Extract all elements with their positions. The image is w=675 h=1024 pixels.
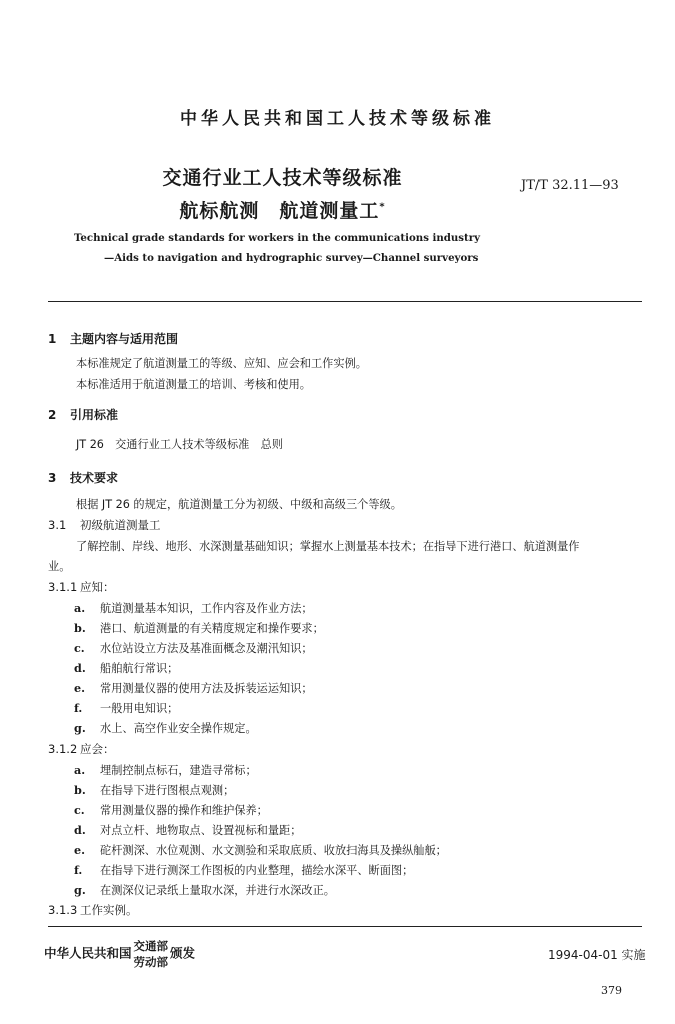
paragraph-reference: JT 26 交通行业工人技术等级标准 总则 (76, 438, 283, 451)
paragraph: 本标准适用于航道测量工的培训、考核和使用。 (76, 378, 311, 391)
subsection-title: 工作实例。 (80, 903, 138, 917)
list-item (74, 782, 234, 798)
list-marker: c. (74, 803, 85, 817)
list-item (74, 680, 313, 696)
subsection-3-1-2-heading (48, 741, 115, 757)
list-item (74, 720, 257, 736)
section-title: 技术要求 (70, 471, 119, 485)
issuer-ministry-top: 交通部 (133, 939, 169, 953)
paragraph-continuation: 业。 (48, 560, 71, 573)
section-number: 1 (48, 332, 57, 346)
list-text: 砣杆测深、水位观测、水文测验和采取底质、收放扫海具及操纵舢舨； (100, 844, 447, 857)
list-item (74, 762, 257, 778)
list-text: 埋制控制点标石，建造寻常标； (100, 764, 257, 777)
list-marker: d. (74, 661, 86, 675)
list-item (74, 862, 413, 878)
title-footnote-mark: * (379, 201, 386, 213)
list-text: 水上、高空作业安全操作规定。 (100, 722, 257, 735)
page-number: 379 (601, 984, 622, 997)
section-2-heading (48, 406, 118, 423)
list-item (74, 640, 313, 656)
paragraph: 了解控制、岸线、地形、水深测量基础知识；掌握水上测量基本技术；在指导下进行港口、航道测量作 (76, 540, 580, 553)
list-item (74, 660, 178, 676)
issuer-ministry-bottom: 劳动部 (133, 955, 169, 969)
list-text: 航道测量基本知识，工作内容及作业方法； (100, 602, 313, 615)
list-item (74, 882, 335, 898)
section-title: 引用标准 (70, 408, 119, 422)
list-marker: f. (74, 701, 83, 715)
section-number: 3 (48, 471, 57, 485)
list-marker: f. (74, 863, 83, 877)
section-number: 2 (48, 408, 57, 422)
list-marker: g. (74, 721, 86, 735)
list-marker: a. (74, 763, 86, 777)
subsection-number: 3.1.3 (48, 903, 78, 917)
implementation-date: 1994-04-01 实施 (548, 948, 646, 962)
list-text: 船舶航行常识； (100, 662, 179, 675)
english-title-line2: —Aids to navigation and hydrographic survey—Channel surveyors (104, 252, 479, 264)
english-title-line1: Technical grade standards for workers in the communications industry (74, 232, 481, 244)
subsection-title: 应知： (80, 580, 115, 594)
list-text: 在测深仪记录纸上量取水深，并进行水深改正。 (100, 884, 335, 897)
section-1-heading (48, 330, 178, 347)
list-text: 常用测量仪器的操作和维护保养； (100, 804, 268, 817)
issuer-ministries (134, 938, 169, 970)
header-divider (48, 301, 642, 302)
list-item (74, 620, 324, 636)
standard-code: JT/T 32.11—93 (521, 178, 619, 193)
list-marker: e. (74, 681, 86, 695)
footer-divider (48, 926, 642, 927)
subsection-number: 3.1.1 (48, 580, 78, 594)
subsection-title: 应会： (80, 742, 115, 756)
list-marker: a. (74, 601, 86, 615)
subsection-number: 3.1.2 (48, 742, 78, 756)
section-3-heading (48, 469, 118, 486)
national-standard-title: 中华人民共和国工人技术等级标准 (180, 109, 495, 129)
list-marker: d. (74, 823, 86, 837)
list-text: 在指导下进行测深工作图板的内业整理，描绘水深平、断面图； (100, 864, 414, 877)
paragraph: 根据 JT 26 的规定，航道测量工分为初级、中级和高级三个等级。 (76, 498, 402, 511)
issuer-suffix: 颁发 (170, 945, 196, 961)
paragraph: 本标准规定了航道测量工的等级、应知、应会和工作实例。 (76, 357, 367, 370)
document-title-line1: 交通行业工人技术等级标准 (162, 167, 403, 189)
list-item (74, 600, 313, 616)
issuing-authority (44, 938, 195, 970)
list-marker: g. (74, 883, 86, 897)
list-text: 一般用电知识； (100, 702, 179, 715)
list-item (74, 802, 268, 818)
list-item (74, 700, 178, 716)
document-title-line2 (0, 196, 565, 223)
subsection-3-1-1-heading (48, 579, 115, 595)
list-text: 在指导下进行图根点观测； (100, 784, 235, 797)
list-text: 水位站设立方法及基准面概念及潮汛知识； (100, 642, 313, 655)
subsection-number: 3.1 (48, 518, 67, 532)
list-text: 港口、航道测量的有关精度规定和操作要求； (100, 622, 324, 635)
list-marker: e. (74, 843, 86, 857)
subsection-title: 初级航道测量工 (80, 518, 161, 532)
list-item (74, 842, 447, 858)
title-line2-text: 航标航测 航道测量工 (179, 200, 380, 222)
list-marker: c. (74, 641, 85, 655)
list-item (74, 822, 301, 838)
issuer-prefix: 中华人民共和国 (44, 945, 132, 961)
list-text: 对点立杆、地物取点、设置视标和量距； (100, 824, 302, 837)
list-text: 常用测量仪器的使用方法及拆装运运知识； (100, 682, 313, 695)
list-marker: b. (74, 783, 86, 797)
subsection-3-1-3-heading (48, 902, 138, 918)
list-marker: b. (74, 621, 86, 635)
subsection-3-1-heading (48, 517, 161, 533)
section-title: 主题内容与适用范围 (70, 332, 179, 346)
